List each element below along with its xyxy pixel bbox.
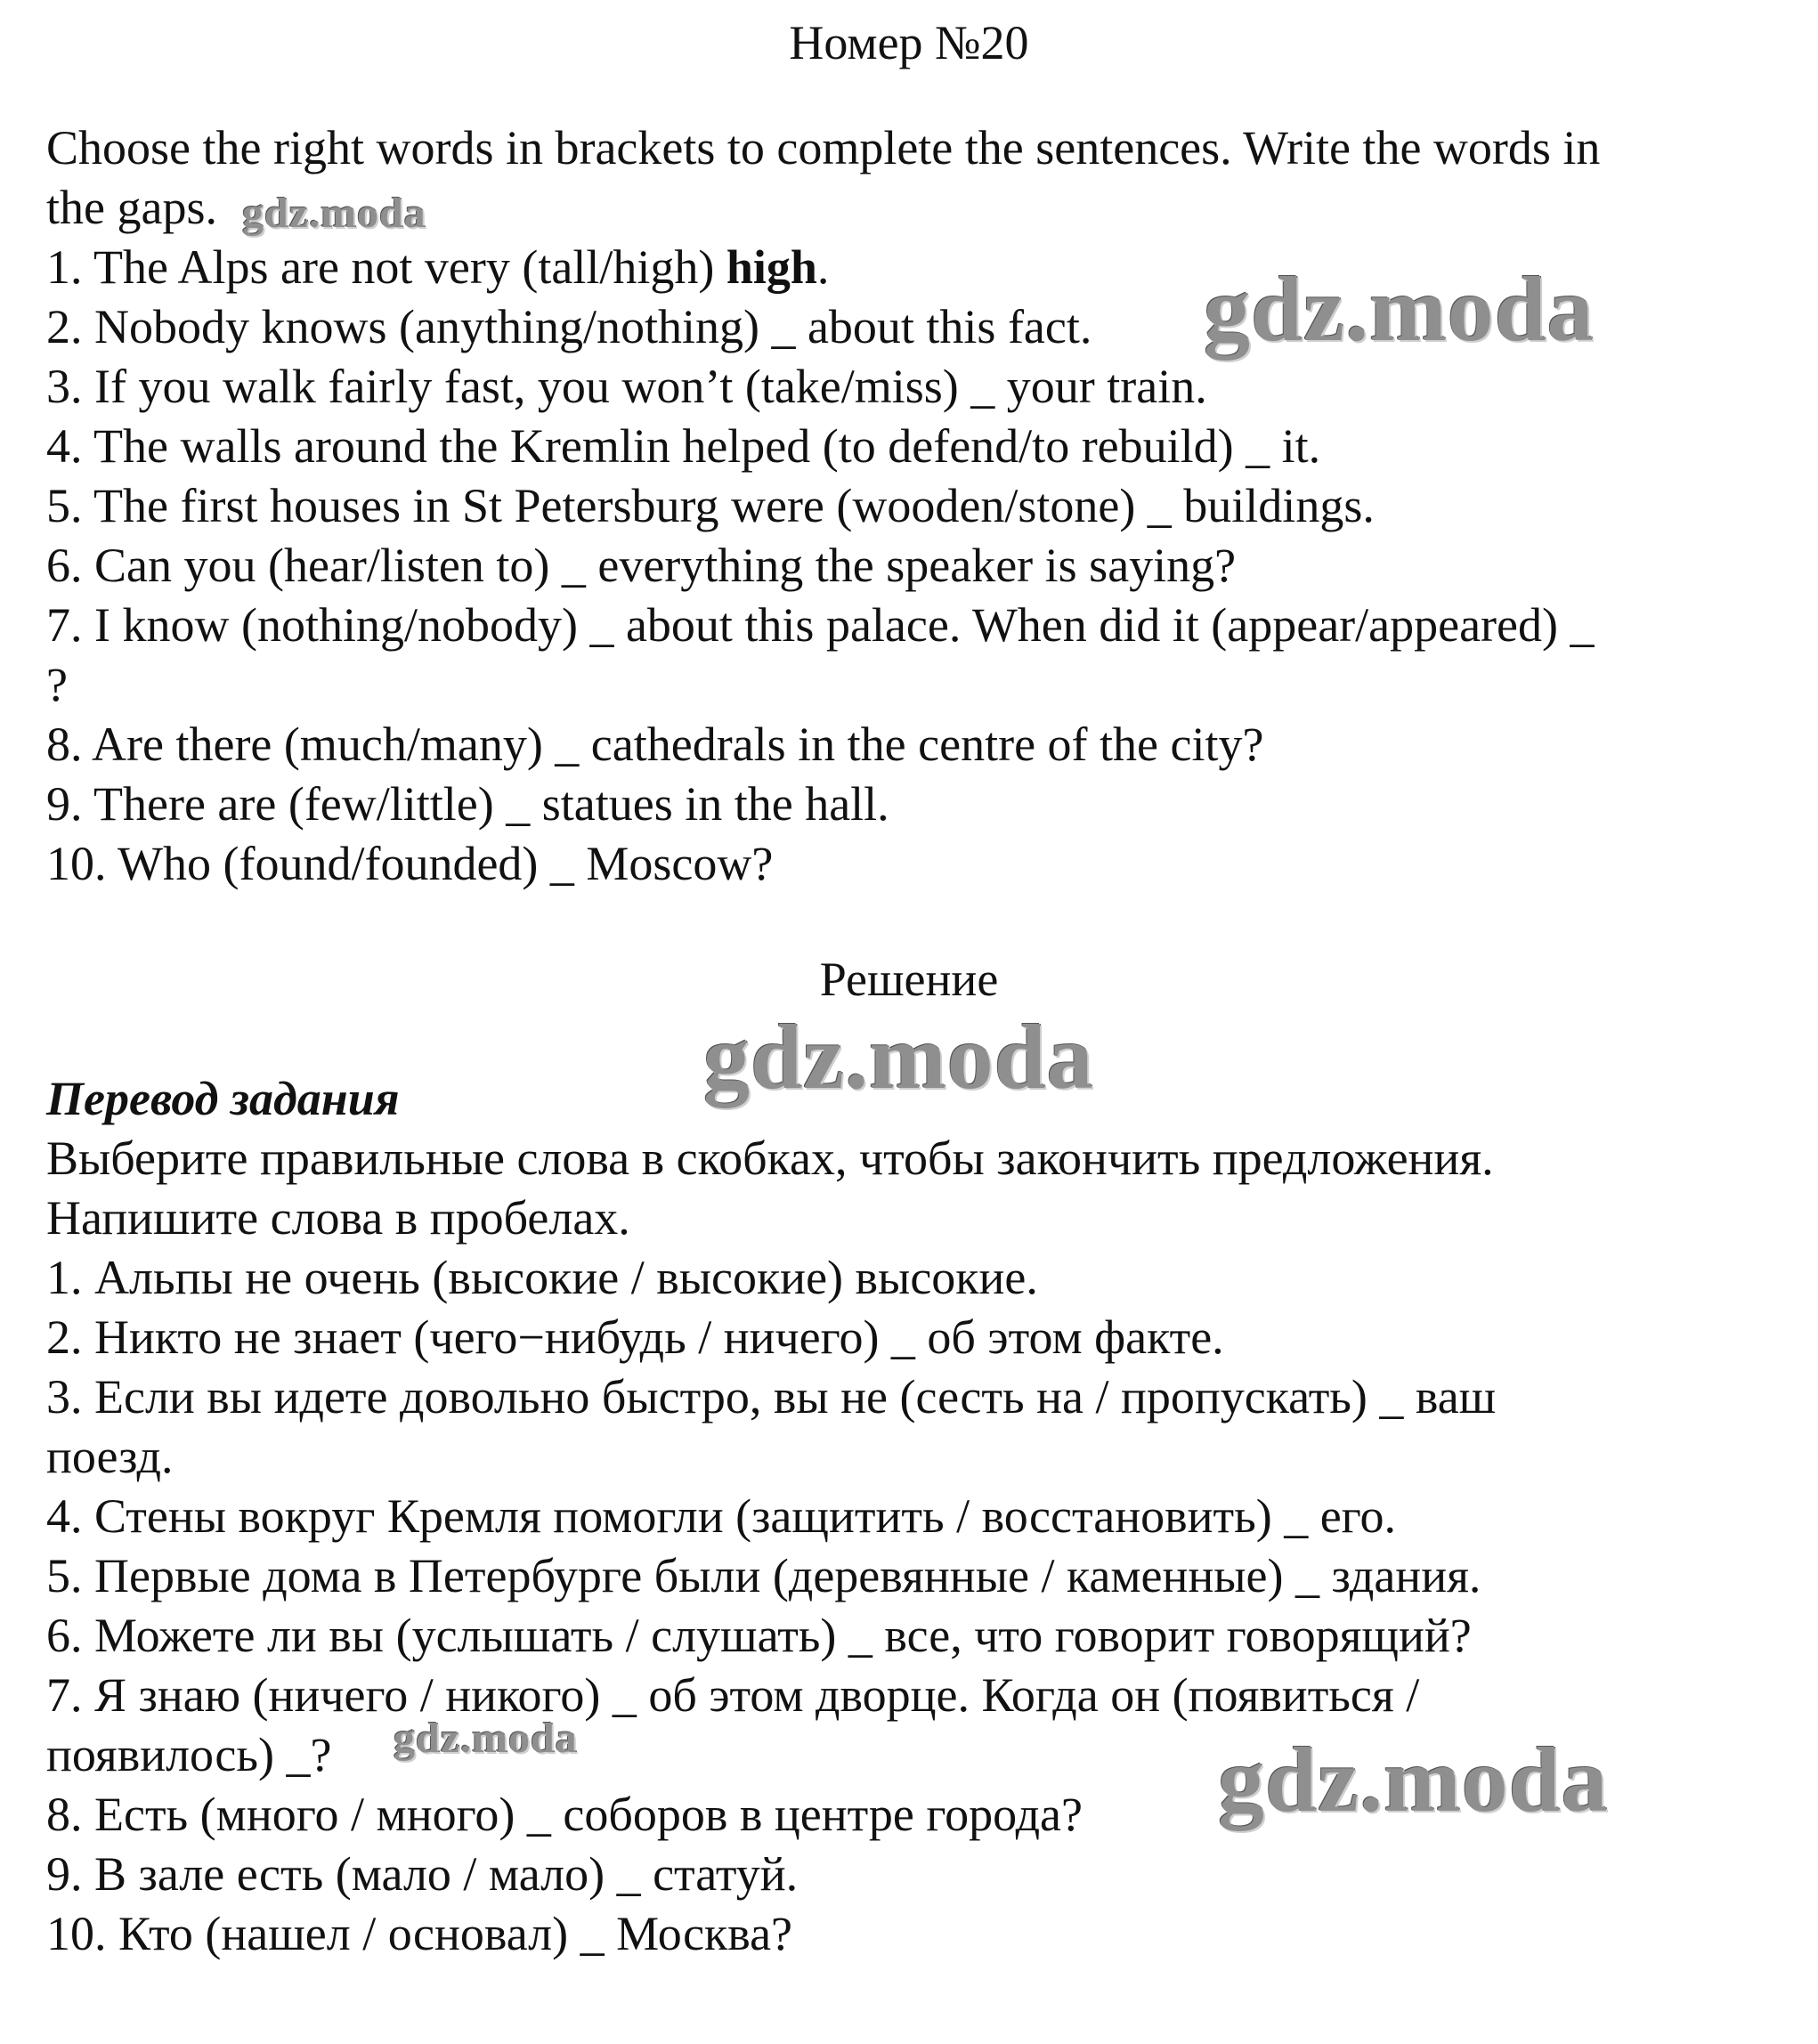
translation-line-14: 10. Кто (нашел / основал) _ Москва? xyxy=(46,1907,793,1960)
solution-title: Решение xyxy=(819,953,999,1006)
task-item-1-before: 1. The Alps are not very (tall/high) xyxy=(46,240,726,294)
translation-line-2: Напишите слова в пробелах. xyxy=(46,1191,630,1245)
task-item-1-answer: high xyxy=(726,240,817,294)
watermark-logo: gdz.moda xyxy=(242,190,426,237)
task-item-7: 7. I know (nothing/nobody) _ about this palace. When did it (appear/appeared) _ xyxy=(46,598,1595,652)
translation-line-7: 4. Стены вокруг Кремля помогли (защитить / восстановить) _ его. xyxy=(46,1489,1396,1543)
translation-line-12: 8. Есть (много / много) _ соборов в центре города? xyxy=(46,1788,1083,1841)
translation-line-1: Выберите правильные слова в скобках, чтобы закончить предложения. xyxy=(46,1132,1494,1185)
task-item-9: 9. There are (few/little) _ statues in the hall. xyxy=(46,777,889,831)
task-item-3: 3. If you walk fairly fast, you won’t (take/miss) _ your train. xyxy=(46,360,1207,413)
page-title: Номер №20 xyxy=(789,16,1029,69)
task-item-7-continuation: ? xyxy=(46,658,68,711)
task-item-8: 8. Are there (much/many) _ cathedrals in the centre of the city? xyxy=(46,718,1264,771)
translation-line-10: 7. Я знаю (ничего / никого) _ об этом дворце. Когда он (появиться / xyxy=(46,1668,1420,1722)
translation-line-5: 3. Если вы идете довольно быстро, вы не (сесть на / пропускать) _ ваш xyxy=(46,1370,1497,1424)
translation-heading: Перевод задания xyxy=(46,1072,400,1125)
translation-line-3: 1. Альпы не очень (высокие / высокие) высокие. xyxy=(46,1251,1038,1304)
watermark-logo: gdz.moda xyxy=(703,1006,1094,1108)
watermark-logo: gdz.moda xyxy=(1204,258,1595,361)
task-intro-line-2: the gaps. xyxy=(46,181,217,234)
translation-line-11: появилось) _? xyxy=(46,1728,332,1781)
task-item-1-after: . xyxy=(816,240,830,294)
task-item-4: 4. The walls around the Kremlin helped (to defend/to rebuild) _ it. xyxy=(46,419,1321,473)
translation-line-13: 9. В зале есть (мало / мало) _ статуй. xyxy=(46,1847,799,1901)
task-item-5: 5. The first houses in St Petersburg were (wooden/stone) _ buildings. xyxy=(46,479,1375,532)
watermark-logo: gdz.moda xyxy=(1218,1729,1609,1831)
translation-line-6: поезд. xyxy=(46,1430,174,1483)
translation-line-8: 5. Первые дома в Петербурге были (деревянные / каменные) _ здания. xyxy=(46,1549,1481,1602)
translation-line-9: 6. Можете ли вы (услышать / слушать) _ все, что говорит говорящий? xyxy=(46,1609,1472,1662)
task-item-1 xyxy=(46,237,829,297)
task-item-6: 6. Can you (hear/listen to) _ everything the speaker is saying? xyxy=(46,539,1237,592)
task-item-10: 10. Who (found/founded) _ Moscow? xyxy=(46,837,774,890)
task-intro-line-1: Choose the right words in brackets to complete the sentences. Write the words in xyxy=(46,121,1601,174)
watermark-logo: gdz.moda xyxy=(394,1715,578,1762)
task-item-2: 2. Nobody knows (anything/nothing) _ about this fact. xyxy=(46,300,1092,353)
translation-line-4: 2. Никто не знает (чего−нибудь / ничего) _ об этом факте. xyxy=(46,1310,1224,1364)
